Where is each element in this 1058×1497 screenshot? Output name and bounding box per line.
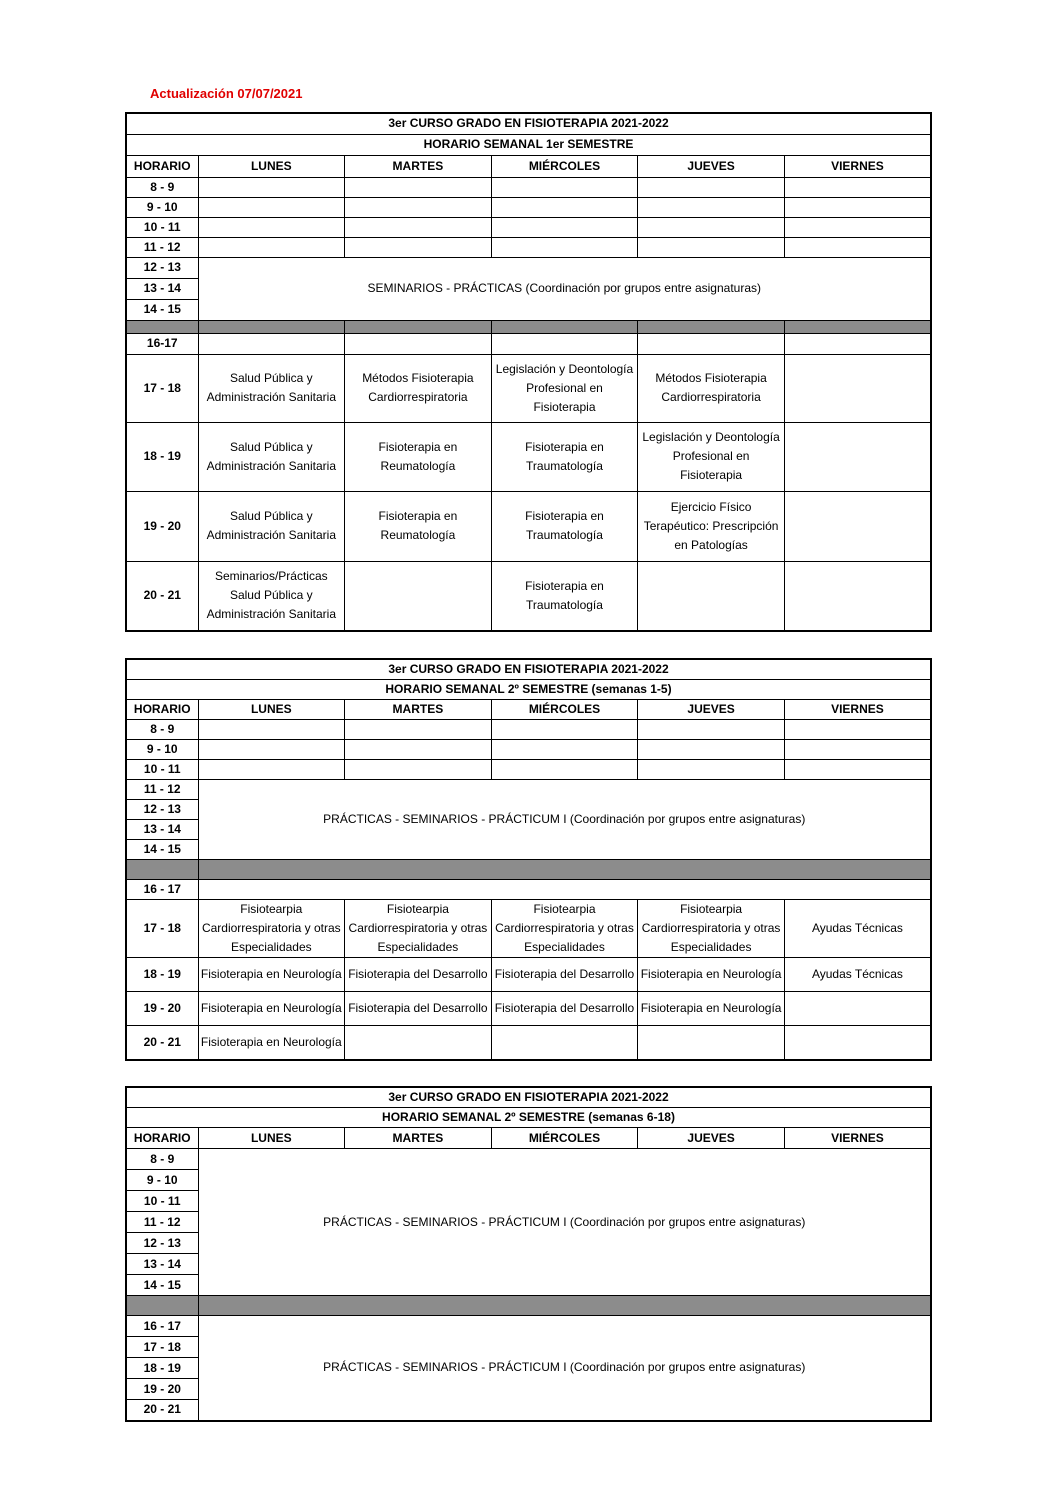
col-header-jueves: JUEVES [638, 1128, 785, 1149]
hour-cell: 14 - 15 [126, 299, 198, 320]
col-header-jueves: JUEVES [638, 155, 785, 177]
hour-cell: 16 - 17 [126, 1316, 198, 1337]
hour-cell: 18 - 19 [126, 1358, 198, 1379]
class-cell: Fisioterapia en Neurología [198, 958, 345, 992]
col-header-jueves: JUEVES [638, 700, 785, 720]
class-cell: Fisioterapia en Traumatología [491, 491, 638, 561]
class-cell [784, 422, 931, 491]
class-cell [345, 1026, 492, 1060]
col-header-miercoles: MIÉRCOLES [491, 155, 638, 177]
schedule-table-1st-semester [125, 112, 932, 632]
hour-cell: 20 - 21 [126, 1400, 198, 1421]
merged-activity-cell: PRÁCTICAS - SEMINARIOS - PRÁCTICUM I (Coordinación por grupos entre asignaturas) [198, 780, 931, 860]
class-cell: Legislación y Deontología Profesional en Fisioterapia [638, 422, 785, 491]
class-cell: Métodos Fisioterapia Cardiorrespiratoria [345, 354, 492, 422]
hour-cell: 9 - 10 [126, 1170, 198, 1191]
class-cell: Fisioterapia del Desarrollo [491, 992, 638, 1026]
class-cell: Fisioterapia en Neurología [638, 958, 785, 992]
hour-cell: 13 - 14 [126, 278, 198, 299]
hour-cell: 13 - 14 [126, 820, 198, 840]
class-cell [491, 1026, 638, 1060]
class-cell: Fisiotearpia Cardiorrespiratoria y otras Especialidades [198, 900, 345, 958]
hour-cell: 20 - 21 [126, 1026, 198, 1060]
col-header-viernes: VIERNES [784, 700, 931, 720]
hour-cell: 10 - 11 [126, 217, 198, 237]
class-cell: Fisioterapia en Neurología [198, 1026, 345, 1060]
hour-cell: 11 - 12 [126, 1212, 198, 1233]
hour-cell: 18 - 19 [126, 958, 198, 992]
hour-cell: 14 - 15 [126, 840, 198, 860]
course-title: 3er CURSO GRADO EN FISIOTERAPIA 2021-2022 [126, 1087, 931, 1108]
hour-cell: 19 - 20 [126, 491, 198, 561]
class-cell: Fisioterapia del Desarrollo [345, 992, 492, 1026]
hour-cell: 12 - 13 [126, 800, 198, 820]
hour-cell: 19 - 20 [126, 992, 198, 1026]
class-cell [638, 1026, 785, 1060]
col-header-horario: HORARIO [126, 1128, 198, 1149]
class-cell: Ayudas Técnicas [784, 900, 931, 958]
hour-cell: 13 - 14 [126, 1254, 198, 1275]
table-subtitle: HORARIO SEMANAL 1er SEMESTRE [126, 134, 931, 155]
class-cell [784, 491, 931, 561]
class-cell: Ejercicio Físico Terapéutico: Prescripción en Patologías [638, 491, 785, 561]
col-header-miercoles: MIÉRCOLES [491, 1128, 638, 1149]
class-cell [638, 561, 785, 631]
class-cell: Legislación y Deontología Profesional en Fisioterapia [491, 354, 638, 422]
hour-cell: 11 - 12 [126, 237, 198, 257]
merged-activity-cell-afternoon: PRÁCTICAS - SEMINARIOS - PRÁCTICUM I (Coordinación por grupos entre asignaturas) [198, 1316, 931, 1421]
course-title: 3er CURSO GRADO EN FISIOTERAPIA 2021-2022 [126, 113, 931, 134]
hour-cell: 10 - 11 [126, 760, 198, 780]
col-header-viernes: VIERNES [784, 1128, 931, 1149]
hour-cell: 9 - 10 [126, 740, 198, 760]
class-cell: Salud Pública y Administración Sanitaria [198, 491, 345, 561]
col-header-lunes: LUNES [198, 1128, 345, 1149]
table-subtitle: HORARIO SEMANAL 2º SEMESTRE (semanas 6-18) [126, 1108, 931, 1128]
class-cell [784, 1026, 931, 1060]
class-cell: Fisioterapia en Neurología [198, 992, 345, 1026]
class-cell: Fisioterapia en Reumatología [345, 491, 492, 561]
class-cell [345, 561, 492, 631]
hour-cell: 18 - 19 [126, 422, 198, 491]
update-date-label: Actualización 07/07/2021 [150, 86, 303, 101]
hour-cell: 20 - 21 [126, 561, 198, 631]
class-cell: Ayudas Técnicas [784, 958, 931, 992]
col-header-lunes: LUNES [198, 155, 345, 177]
merged-activity-cell-morning: PRÁCTICAS - SEMINARIOS - PRÁCTICUM I (Coordinación por grupos entre asignaturas) [198, 1149, 931, 1296]
col-header-miercoles: MIÉRCOLES [491, 700, 638, 720]
class-cell: Métodos Fisioterapia Cardiorrespiratoria [638, 354, 785, 422]
hour-cell: 19 - 20 [126, 1379, 198, 1400]
hour-cell: 8 - 9 [126, 177, 198, 197]
hour-cell: 12 - 13 [126, 1233, 198, 1254]
col-header-martes: MARTES [345, 1128, 492, 1149]
hour-cell: 8 - 9 [126, 1149, 198, 1170]
col-header-horario: HORARIO [126, 155, 198, 177]
class-cell [784, 354, 931, 422]
hour-cell: 16 - 17 [126, 880, 198, 900]
class-cell: Fisioterapia en Reumatología [345, 422, 492, 491]
schedule-table-2nd-semester-weeks-6-18 [125, 1086, 932, 1422]
hour-cell: 8 - 9 [126, 720, 198, 740]
class-cell: Fisioterapia en Neurología [638, 992, 785, 1026]
course-title: 3er CURSO GRADO EN FISIOTERAPIA 2021-2022 [126, 659, 931, 680]
schedule-table-2nd-semester-weeks-1-5 [125, 658, 932, 1061]
class-cell [784, 561, 931, 631]
merged-activity-cell: SEMINARIOS - PRÁCTICAS (Coordinación por grupos entre asignaturas) [198, 257, 931, 320]
class-cell: Salud Pública y Administración Sanitaria [198, 422, 345, 491]
class-cell: Fisioterapia en Traumatología [491, 422, 638, 491]
class-cell: Fisiotearpia Cardiorrespiratoria y otras Especialidades [345, 900, 492, 958]
class-cell: Fisiotearpia Cardiorrespiratoria y otras Especialidades [638, 900, 785, 958]
table-subtitle: HORARIO SEMANAL 2º SEMESTRE (semanas 1-5) [126, 680, 931, 700]
class-cell: Seminarios/Prácticas Salud Pública y Administración Sanitaria [198, 561, 345, 631]
col-header-martes: MARTES [345, 700, 492, 720]
class-cell: Fisioterapia del Desarrollo [345, 958, 492, 992]
hour-cell: 11 - 12 [126, 780, 198, 800]
col-header-viernes: VIERNES [784, 155, 931, 177]
hour-cell: 17 - 18 [126, 1337, 198, 1358]
class-cell [784, 992, 931, 1026]
col-header-martes: MARTES [345, 155, 492, 177]
hour-cell: 12 - 13 [126, 257, 198, 278]
col-header-horario: HORARIO [126, 700, 198, 720]
class-cell: Fisiotearpia Cardiorrespiratoria y otras Especialidades [491, 900, 638, 958]
hour-cell: 10 - 11 [126, 1191, 198, 1212]
class-cell: Fisioterapia del Desarrollo [491, 958, 638, 992]
col-header-lunes: LUNES [198, 700, 345, 720]
hour-cell: 17 - 18 [126, 900, 198, 958]
class-cell: Salud Pública y Administración Sanitaria [198, 354, 345, 422]
hour-cell: 16-17 [126, 333, 198, 354]
hour-cell: 17 - 18 [126, 354, 198, 422]
class-cell: Fisioterapia en Traumatología [491, 561, 638, 631]
hour-cell: 14 - 15 [126, 1275, 198, 1296]
hour-cell: 9 - 10 [126, 197, 198, 217]
